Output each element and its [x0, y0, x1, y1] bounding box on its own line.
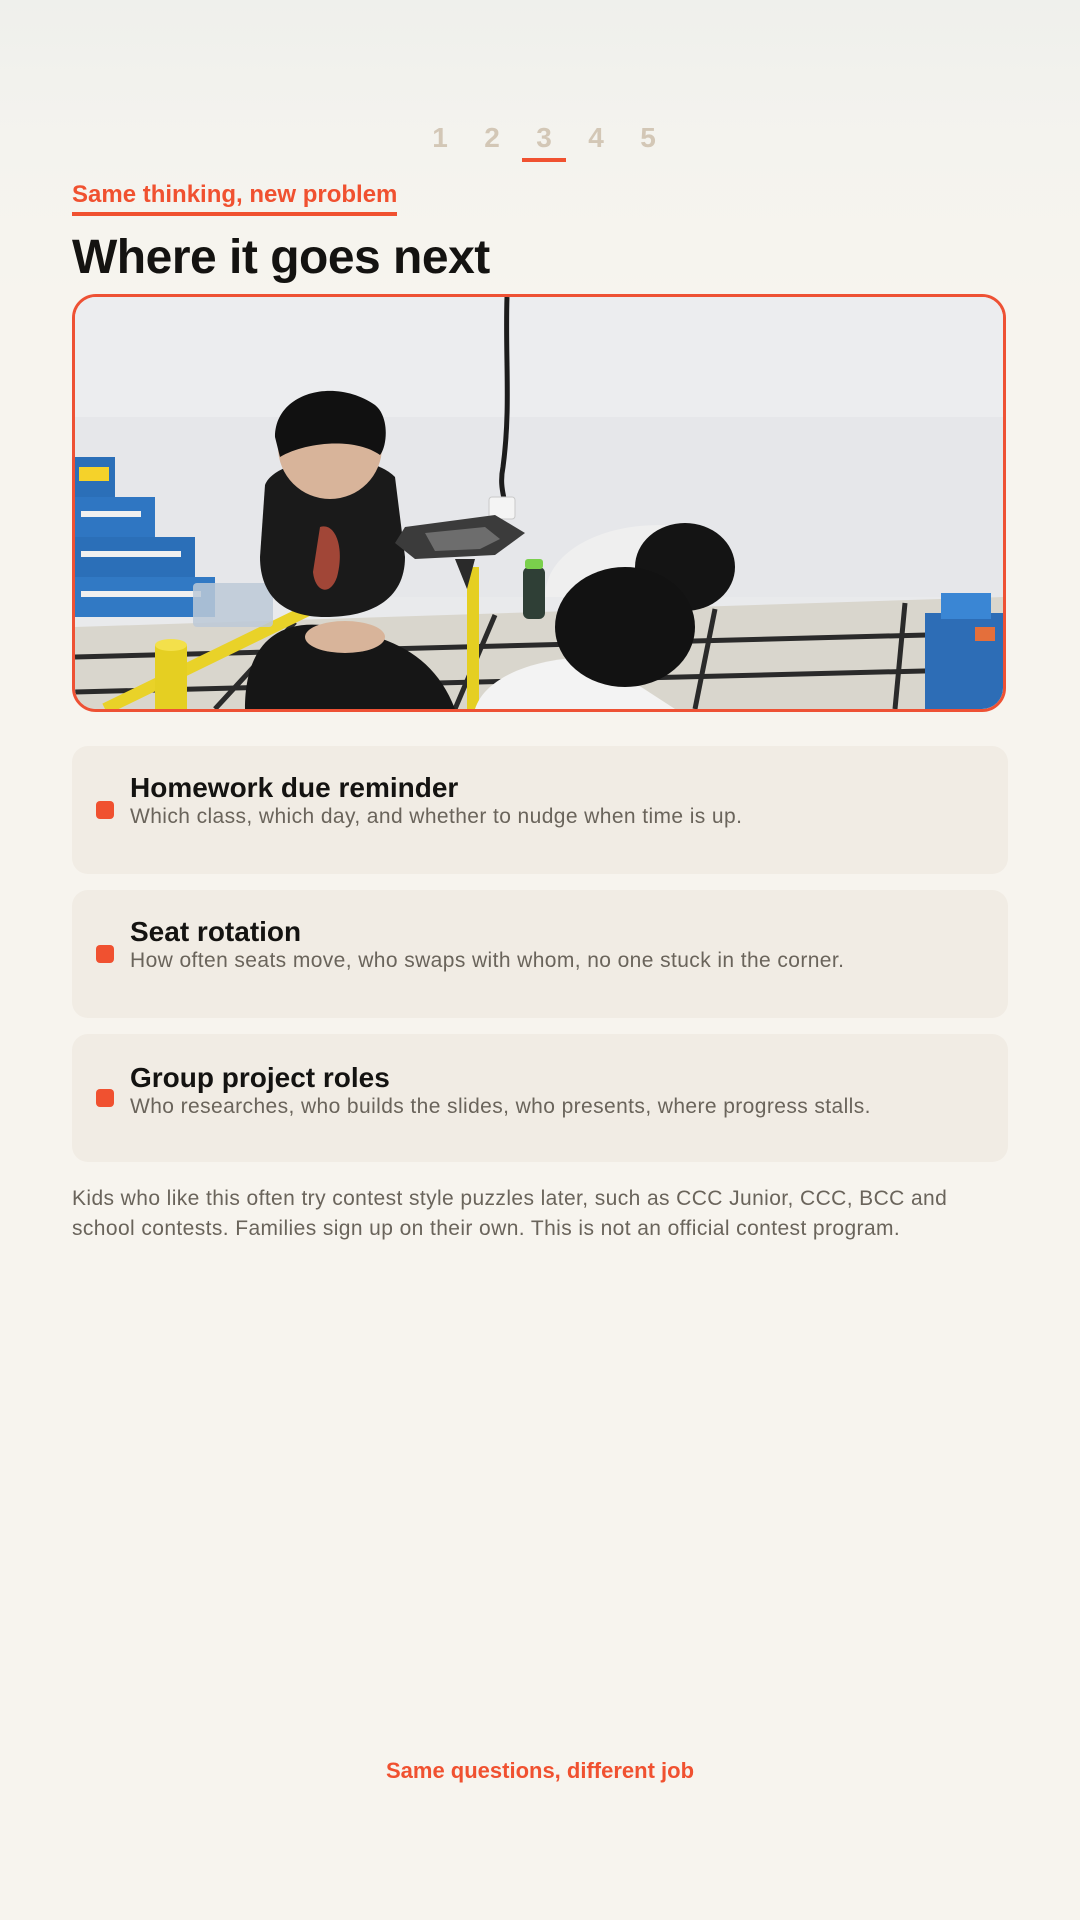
footer-link[interactable]: Same questions, different job [385, 1758, 695, 1783]
pager-item-label: 1 [432, 122, 448, 153]
card-title: Homework due reminder [130, 772, 459, 803]
card-description: How often seats move, who swaps with whom, no one stuck in the corner. [130, 949, 845, 972]
photo-water-bottle [523, 559, 545, 619]
bullet-square-icon [96, 801, 114, 819]
pager-item-label: 4 [588, 122, 604, 153]
photo-illustration [75, 297, 1003, 709]
pager-item-2[interactable] [466, 118, 510, 158]
card-description: Which class, which day, and whether to nudge when time is up. [130, 805, 743, 828]
classroom-robotics-photo [72, 294, 1006, 712]
section-eyebrow: Same thinking, new problem [72, 180, 397, 216]
pager-item-label: 2 [484, 122, 500, 153]
page-pager [0, 118, 1080, 162]
bullet-square-icon [96, 1089, 114, 1107]
pager-item-4[interactable] [570, 118, 614, 158]
pager-item-label: 5 [640, 122, 656, 153]
card-group-project-roles[interactable] [72, 1034, 1008, 1162]
bullet-square-icon [96, 945, 114, 963]
page-title: Where it goes next [72, 231, 490, 284]
card-title: Seat rotation [130, 916, 302, 947]
photo-wall-top [75, 297, 1003, 417]
card-homework-reminder[interactable] [72, 746, 1008, 874]
photo-bin [193, 583, 273, 627]
pager-item-label: 3 [522, 118, 566, 162]
pager-item-5[interactable] [622, 118, 666, 158]
contest-note: Kids who like this often try contest style puzzles later, such as CCC Junior, CCC, BCC and school contests. Families sign up on their own. This is not an official contest program. [72, 1187, 948, 1240]
card-description: Who researches, who builds the slides, who presents, where progress stalls. [130, 1095, 871, 1118]
card-title: Group project roles [130, 1062, 390, 1093]
pager-item-1[interactable] [414, 118, 458, 158]
pager-item-3-active[interactable] [518, 118, 562, 162]
card-seat-rotation[interactable] [72, 890, 1008, 1018]
